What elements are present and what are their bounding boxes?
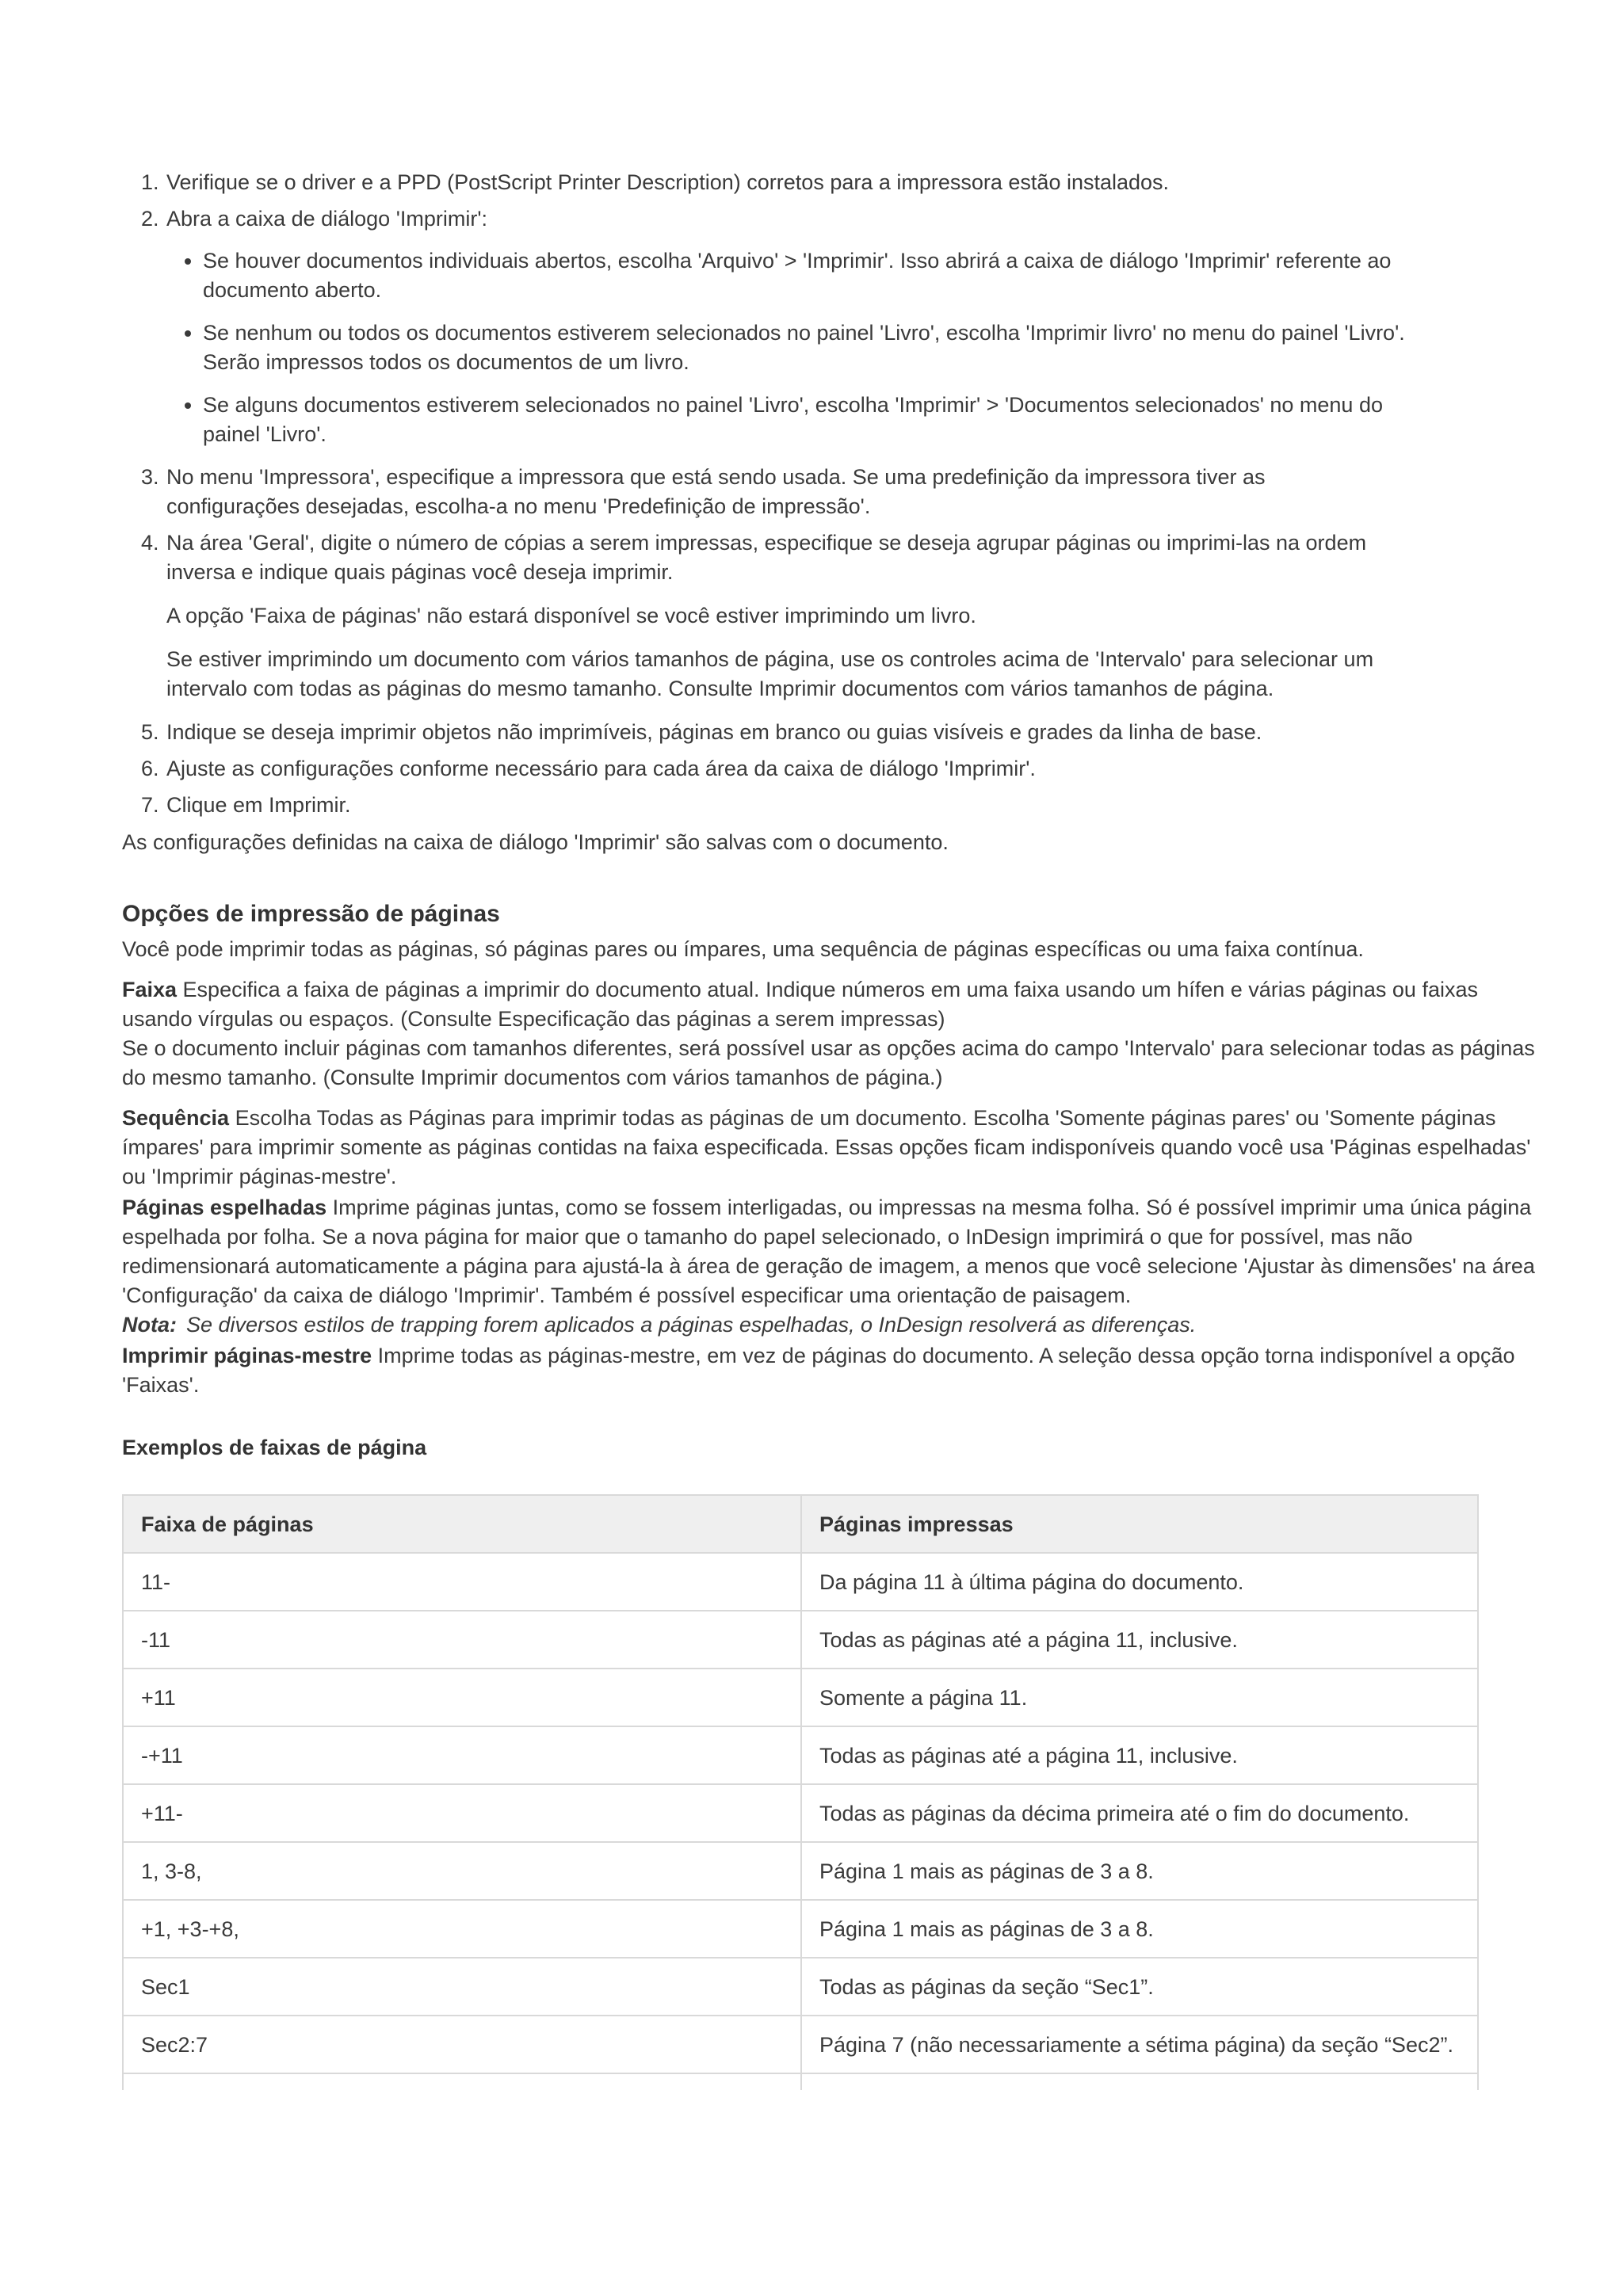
printed-cell: Todas as páginas da seção “Sec1”. <box>801 1958 1478 2016</box>
table-row <box>123 1553 1478 1611</box>
table-row <box>123 1611 1478 1669</box>
step-4-note: Se estiver imprimindo um documento com vários tamanhos de página, use os controles acima de 'Intervalo' para selecionar um intervalo com todas as páginas do mesmo tamanho. Consulte Imprimir documentos com vários tamanhos de página. <box>166 647 1374 700</box>
step-5-text: 5. Indique se deseja imprimir objetos não imprimíveis, páginas em branco ou guias visíveis e grades da linha de base. <box>166 720 1262 744</box>
step-4-note: A opção 'Faixa de páginas' não estará disponível se você estiver imprimindo um livro. <box>166 604 976 627</box>
sequencia-definition <box>122 1104 1549 1192</box>
step-2-options <box>166 246 1549 449</box>
table-row <box>123 1958 1478 2016</box>
printed-cell: Todas as páginas até a página 11, inclusive. <box>801 1726 1478 1784</box>
table-row <box>123 1842 1478 1900</box>
section-heading: Opções de impressão de páginas <box>122 901 500 927</box>
espelhadas-text: Imprime páginas juntas, como se fossem interligadas, ou impressas na mesma folha. Só é possível imprimir uma única página espelhada por folha. Se a nova página for maior que o tamanho do papel selecionado, o InDesign imprimirá o que for possível, mas não redimensionará automaticamente a página para ajustá-la à área de geração de imagem, a menos que você selecione 'Ajustar às dimensões' na área 'Configuração' da caixa de diálogo 'Imprimir'. Também é possível especificar uma orientação de paisagem. <box>122 1196 1535 1307</box>
note <box>122 1310 1549 1340</box>
empty-cell <box>123 2073 801 2090</box>
range-cell: +11 <box>123 1669 801 1726</box>
printed-cell: Página 1 mais as páginas de 3 a 8. <box>801 1900 1478 1958</box>
step-1 <box>165 168 1549 197</box>
step-6-text: 6. Ajuste as configurações conforme necessário para cada área da caixa de diálogo 'Imprimir'. <box>166 757 1036 780</box>
page-range-examples-table <box>122 1494 1479 2090</box>
step-2-text: 2. Abra a caixa de diálogo 'Imprimir': <box>166 207 487 231</box>
printed-cell: Da página 11 à última página do documento. <box>801 1553 1478 1611</box>
step-4-text: 4. Na área 'Geral', digite o número de cópias a serem impressas, especifique se deseja agrupar páginas ou imprimi-las na ordem inversa e indique quais páginas você deseja imprimir. <box>166 531 1367 584</box>
print-steps-list <box>122 168 1549 820</box>
step-1-text: 1. Verifique se o driver e a PPD (PostScript Printer Description) corretos para a impressora estão instalados. <box>166 170 1170 194</box>
table-row <box>123 1784 1478 1842</box>
printed-cell: Todas as páginas até a página 11, inclusive. <box>801 1611 1478 1669</box>
examples-heading: Exemplos de faixas de página <box>122 1436 427 1459</box>
step-4 <box>165 528 1549 704</box>
faixa-definition <box>122 975 1549 1034</box>
page-content <box>122 168 1549 2090</box>
range-cell: 1, 3-8, <box>123 1842 801 1900</box>
step-2-option: • Se nenhum ou todos os documentos estiverem selecionados no painel 'Livro', escolha 'Imprimir livro' no menu do painel 'Livro'. Serão impressos todos os documentos de um livro. <box>203 318 1439 377</box>
printed-cell: Página 7 (não necessariamente a sétima página) da seção “Sec2”. <box>801 2016 1478 2073</box>
table-header-row <box>123 1495 1478 1553</box>
step-6 <box>165 754 1549 784</box>
range-cell: +11- <box>123 1784 801 1842</box>
step-5 <box>165 718 1549 747</box>
column-header-printed: Páginas impressas <box>801 1495 1478 1553</box>
mestre-text: Imprime todas as páginas-mestre, em vez de páginas do documento. A seleção dessa opção torna indisponível a opção 'Faixas'. <box>122 1344 1515 1397</box>
step-7-text: 7. Clique em Imprimir. <box>166 793 351 817</box>
sequencia-term: Sequência <box>122 1106 230 1130</box>
range-cell: -11 <box>123 1611 801 1669</box>
note-text: Se diversos estilos de trapping forem aplicados a páginas espelhadas, o InDesign resolverá as diferenças. <box>186 1313 1197 1337</box>
step-3 <box>165 463 1549 521</box>
printed-cell: Página 1 mais as páginas de 3 a 8. <box>801 1842 1478 1900</box>
printed-cell: Todas as páginas da décima primeira até o fim do documento. <box>801 1784 1478 1842</box>
range-cell: -+11 <box>123 1726 801 1784</box>
note-label: Nota: <box>122 1313 177 1337</box>
mestre-definition <box>122 1341 1549 1400</box>
settings-saved-note: As configurações definidas na caixa de diálogo 'Imprimir' são salvas com o documento. <box>122 830 949 854</box>
step-3-text: 3. No menu 'Impressora', especifique a impressora que está sendo usada. Se uma predefinição da impressora tiver as configurações desejadas, escolha-a no menu 'Predefinição de impressão'. <box>166 465 1266 518</box>
table-row-continued <box>123 2073 1478 2090</box>
faixa-text: Especifica a faixa de páginas a imprimir do documento atual. Indique números em uma faixa usando um hífen e várias páginas ou faixas usando vírgulas ou espaços. (Consulte Especificação das páginas a serem impressas) <box>122 978 1478 1031</box>
table-row <box>123 1726 1478 1784</box>
step-2 <box>165 204 1549 449</box>
printed-cell: Somente a página 11. <box>801 1669 1478 1726</box>
table-row <box>123 2016 1478 2073</box>
range-cell: Sec1 <box>123 1958 801 2016</box>
empty-cell <box>801 2073 1478 2090</box>
range-cell: Sec2:7 <box>123 2016 801 2073</box>
step-2-option: • Se alguns documentos estiverem selecionados no painel 'Livro', escolha 'Imprimir' > 'Documentos selecionados' no menu do painel 'Livro'. <box>203 391 1439 449</box>
faixa-extra: Se o documento incluir páginas com tamanhos diferentes, será possível usar as opções acima do campo 'Intervalo' para selecionar todas as páginas do mesmo tamanho. (Consulte Imprimir documentos com vários tamanhos de página.) <box>122 1036 1535 1089</box>
espelhadas-term: Páginas espelhadas <box>122 1196 327 1219</box>
step-2-option: • Se houver documentos individuais abertos, escolha 'Arquivo' > 'Imprimir'. Isso abrirá a caixa de diálogo 'Imprimir' referente ao documento aberto. <box>203 246 1439 305</box>
table-row <box>123 1900 1478 1958</box>
espelhadas-definition <box>122 1193 1549 1310</box>
range-cell: +1, +3-+8, <box>123 1900 801 1958</box>
sequencia-text: Escolha Todas as Páginas para imprimir todas as páginas de um documento. Escolha 'Somente páginas pares' ou 'Somente páginas ímpares' para imprimir somente as páginas contidas na faixa especificada. Essas opções ficam indisponíveis quando você usa 'Páginas espelhadas' ou 'Imprimir páginas-mestre'. <box>122 1106 1531 1188</box>
faixa-term: Faixa <box>122 978 178 1001</box>
step-7 <box>165 791 1549 820</box>
table-row <box>123 1669 1478 1726</box>
range-cell: 11- <box>123 1553 801 1611</box>
column-header-range: Faixa de páginas <box>123 1495 801 1553</box>
section-intro: Você pode imprimir todas as páginas, só páginas pares ou ímpares, uma sequência de páginas específicas ou uma faixa contínua. <box>122 937 1364 961</box>
mestre-term: Imprimir páginas-mestre <box>122 1344 372 1367</box>
